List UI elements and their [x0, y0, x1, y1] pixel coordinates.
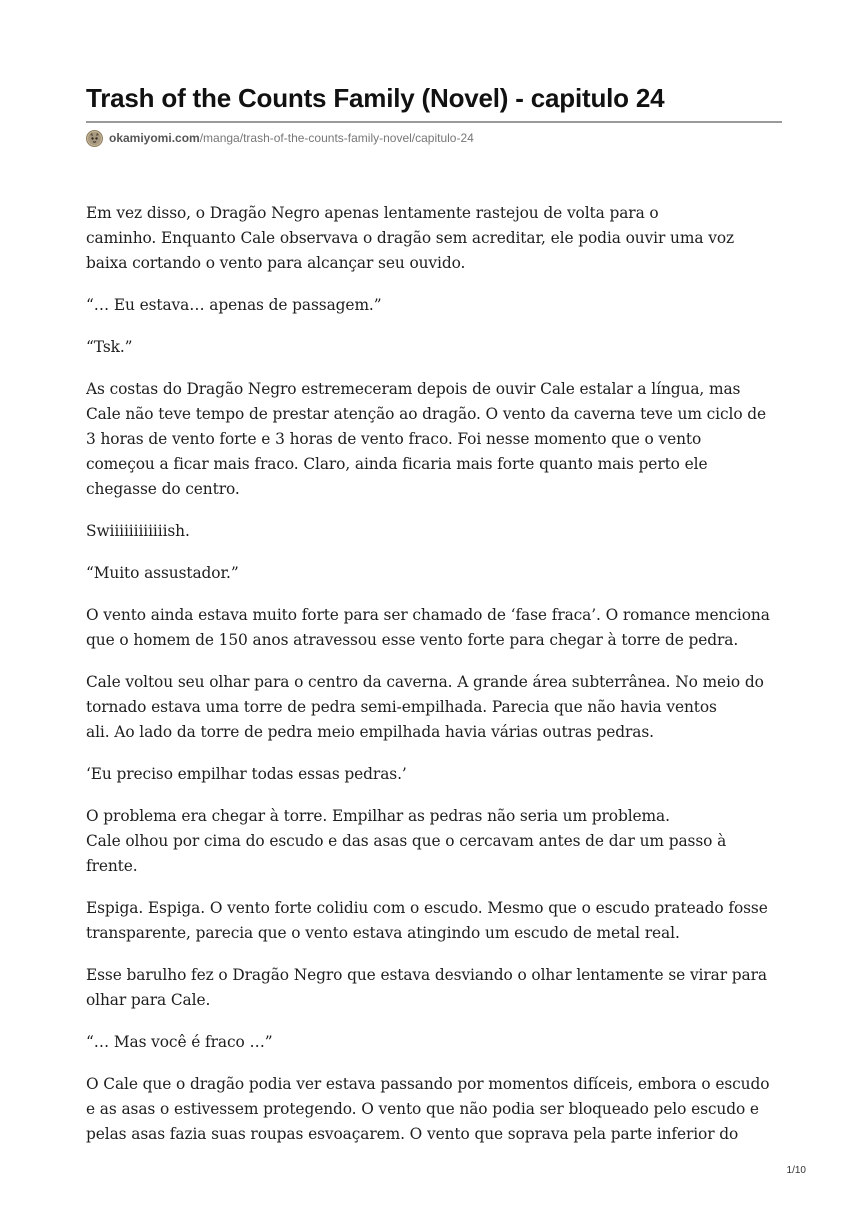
text-line: pelas asas fazia suas roupas esvoaçarem. O vento que soprava pela parte inferior do — [86, 1125, 739, 1143]
text-line: Cale não teve tempo de prestar atenção ao dragão. O vento da caverna teve um ciclo de — [86, 405, 767, 423]
page-number: 1/10 — [786, 1165, 806, 1176]
text-line: Em vez disso, o Dragão Negro apenas lentamente rastejou de volta para o — [86, 204, 659, 222]
text-line: transparente, parecia que o vento estava atingindo um escudo de metal real. — [86, 924, 680, 942]
paragraph — [86, 1030, 786, 1055]
chapter-text — [86, 201, 786, 1164]
paragraph — [86, 963, 786, 1013]
paragraph — [86, 896, 786, 946]
text-line: “Muito assustador.” — [86, 564, 239, 582]
text-line: Swiiiiiiiiiiiish. — [86, 522, 190, 540]
paragraph — [86, 1072, 786, 1147]
paragraph — [86, 804, 786, 879]
paragraph — [86, 201, 786, 276]
text-line: Cale olhou por cima do escudo e das asas que o cercavam antes de dar um passo à — [86, 832, 727, 850]
paragraph — [86, 603, 786, 653]
text-line: e as asas o estivessem protegendo. O vento que não podia ser bloqueado pelo escudo e — [86, 1100, 759, 1118]
paragraph — [86, 670, 786, 745]
paragraph — [86, 335, 786, 360]
paragraph — [86, 377, 786, 502]
source-path[interactable]: /manga/trash-of-the-counts-family-novel/capitulo-24 — [199, 131, 474, 145]
text-line: Espiga. Espiga. O vento forte colidiu com o escudo. Mesmo que o escudo prateado fosse — [86, 899, 768, 917]
text-line: caminho. Enquanto Cale observava o dragão sem acreditar, ele podia ouvir uma voz — [86, 229, 734, 247]
text-line: O vento ainda estava muito forte para ser chamado de ‘fase fraca’. O romance menciona — [86, 606, 770, 624]
text-line: O problema era chegar à torre. Empilhar as pedras não seria um problema. — [86, 807, 670, 825]
paragraph — [86, 519, 786, 544]
paragraph — [86, 293, 786, 318]
text-line: frente. — [86, 857, 138, 875]
text-line: que o homem de 150 anos atravessou esse vento forte para chegar à torre de pedra. — [86, 631, 739, 649]
text-line: ali. Ao lado da torre de pedra meio empilhada havia várias outras pedras. — [86, 723, 654, 741]
site-logo-icon — [86, 130, 103, 147]
page-title: Trash of the Counts Family (Novel) - capitulo 24 — [86, 83, 665, 113]
text-line: As costas do Dragão Negro estremeceram depois de ouvir Cale estalar a língua, mas — [86, 380, 741, 398]
paragraph — [86, 762, 786, 787]
text-line: “Tsk.” — [86, 338, 133, 356]
text-line: tornado estava uma torre de pedra semi-empilhada. Parecia que não havia ventos — [86, 698, 717, 716]
source-link[interactable] — [86, 129, 474, 147]
text-line: “… Eu estava… apenas de passagem.” — [86, 296, 382, 314]
text-line: chegasse do centro. — [86, 480, 240, 498]
text-line: ‘Eu preciso empilhar todas essas pedras.’ — [86, 765, 407, 783]
paragraph — [86, 561, 786, 586]
text-line: “… Mas você é fraco …” — [86, 1033, 273, 1051]
text-line: O Cale que o dragão podia ver estava passando por momentos difíceis, embora o escudo — [86, 1075, 770, 1093]
source-domain[interactable]: okamiyomi.com — [109, 131, 200, 145]
text-line: baixa cortando o vento para alcançar seu ouvido. — [86, 254, 466, 272]
text-line: Esse barulho fez o Dragão Negro que estava desviando o olhar lentamente se virar para — [86, 966, 767, 984]
text-line: começou a ficar mais fraco. Claro, ainda ficaria mais forte quanto mais perto ele — [86, 455, 708, 473]
title-divider — [86, 121, 782, 123]
text-line: olhar para Cale. — [86, 991, 211, 1009]
text-line: Cale voltou seu olhar para o centro da caverna. A grande área subterrânea. No meio do — [86, 673, 764, 691]
text-line: 3 horas de vento forte e 3 horas de vento fraco. Foi nesse momento que o vento — [86, 430, 702, 448]
